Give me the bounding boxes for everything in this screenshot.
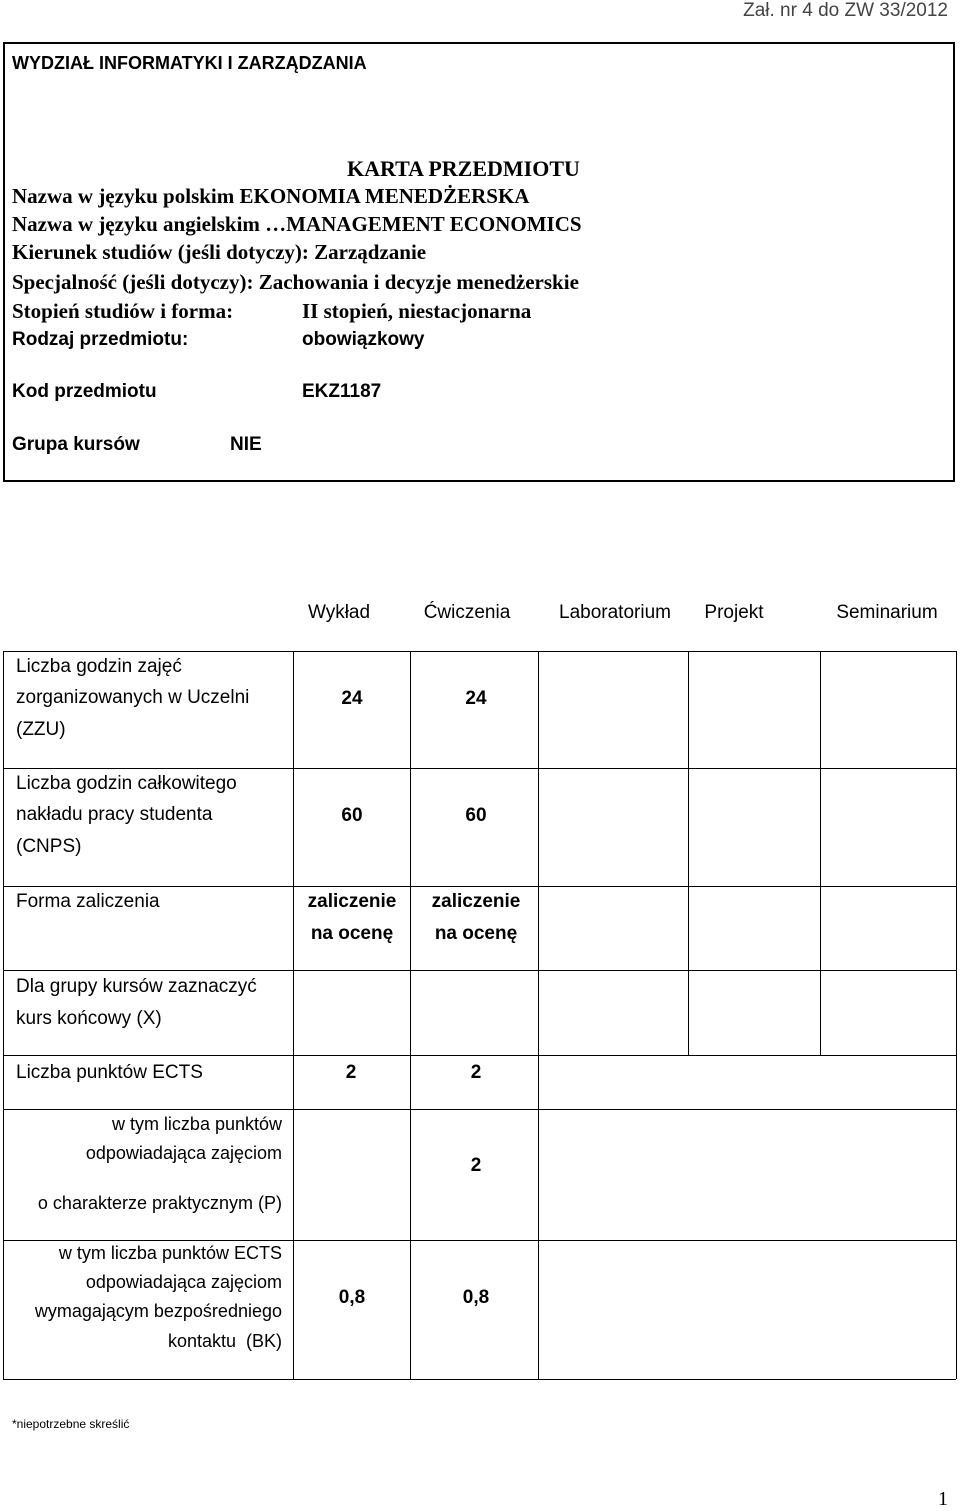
form-exercises-line1: zaliczenie — [431, 891, 521, 912]
footnote: *niepotrzebne skreślić — [12, 1417, 130, 1431]
row-label-bk-line3: wymagającym bezpośredniego — [34, 1301, 282, 1321]
course-group-value: NIE — [230, 434, 262, 455]
row-label-practical-line3: o charakterze praktycznym (P) — [37, 1193, 282, 1213]
row-label-cnps-line1: Liczba godzin całkowitego — [16, 773, 237, 794]
attachment-note: Zał. nr 4 do ZW 33/2012 — [743, 0, 948, 21]
row-label-practical-line1: w tym liczba punktów — [111, 1114, 282, 1134]
bk-exercises-value: 0,8 — [462, 1287, 490, 1308]
row-label-bk-line1: w tym liczba punktów ECTS — [58, 1243, 282, 1263]
course-name-pl: Nazwa w języku polskim EKONOMIA MENEDŻERSKA — [12, 184, 530, 208]
study-level-value: II stopień, niestacjonarna — [302, 299, 532, 323]
column-header-seminar: Seminarium — [836, 602, 938, 623]
row-label-bk-line4: kontaktu (BK) — [167, 1331, 282, 1351]
column-header-laboratory: Laboratorium — [559, 602, 671, 623]
row-label-zzu-line3: (ZZU) — [16, 719, 66, 740]
column-header-project: Projekt — [704, 602, 764, 623]
form-lecture-line1: zaliczenie — [307, 891, 397, 912]
row-label-ects: Liczba punktów ECTS — [16, 1062, 203, 1083]
course-code-value: EKZ1187 — [302, 381, 382, 402]
row-label-form: Forma zaliczenia — [16, 891, 160, 912]
card-title: KARTA PRZEDMIOTU — [347, 156, 580, 181]
page-number: 1 — [938, 1488, 948, 1510]
column-header-lecture: Wykład — [307, 602, 371, 623]
row-label-zzu-line1: Liczba godzin zajęć — [16, 656, 182, 677]
column-header-exercises: Ćwiczenia — [423, 602, 511, 623]
course-code-label: Kod przedmiotu — [12, 381, 157, 402]
row-label-final-line2: kurs końcowy (X) — [16, 1008, 162, 1029]
study-level-label: Stopień studiów i forma: — [12, 299, 234, 323]
zzu-lecture-value: 24 — [341, 688, 363, 709]
department-name: WYDZIAŁ INFORMATYKI I ZARZĄDZANIA — [12, 53, 367, 73]
row-label-bk-line2: odpowiadająca zajęciom — [85, 1272, 282, 1292]
form-exercises-line2: na ocenę — [434, 923, 518, 944]
zzu-exercises-value: 24 — [465, 688, 487, 709]
row-label-cnps-line2: nakładu pracy studenta — [16, 804, 213, 825]
course-name-en: Nazwa w języku angielskim …MANAGEMENT ECONOMICS — [12, 212, 582, 236]
cnps-exercises-value: 60 — [465, 805, 487, 826]
course-type-value: obowiązkowy — [302, 329, 425, 350]
row-label-cnps-line3: (CNPS) — [16, 836, 82, 857]
row-label-practical-line2: odpowiadająca zajęciom — [85, 1143, 282, 1163]
specialty: Specjalność (jeśli dotyczy): Zachowania i decyzje menedżerskie — [12, 270, 579, 294]
course-type-label: Rodzaj przedmiotu: — [12, 329, 189, 350]
practical-exercises-value: 2 — [470, 1155, 482, 1176]
course-group-label: Grupa kursów — [12, 434, 140, 455]
bk-lecture-value: 0,8 — [338, 1287, 366, 1308]
field-of-study: Kierunek studiów (jeśli dotyczy): Zarządzanie — [12, 240, 427, 264]
form-lecture-line2: na ocenę — [310, 923, 394, 944]
ects-exercises-value: 2 — [470, 1062, 482, 1083]
row-label-final-line1: Dla grupy kursów zaznaczyć — [16, 976, 257, 997]
row-label-zzu-line2: zorganizowanych w Uczelni — [16, 687, 250, 708]
ects-lecture-value: 2 — [345, 1062, 357, 1083]
cnps-lecture-value: 60 — [341, 805, 363, 826]
